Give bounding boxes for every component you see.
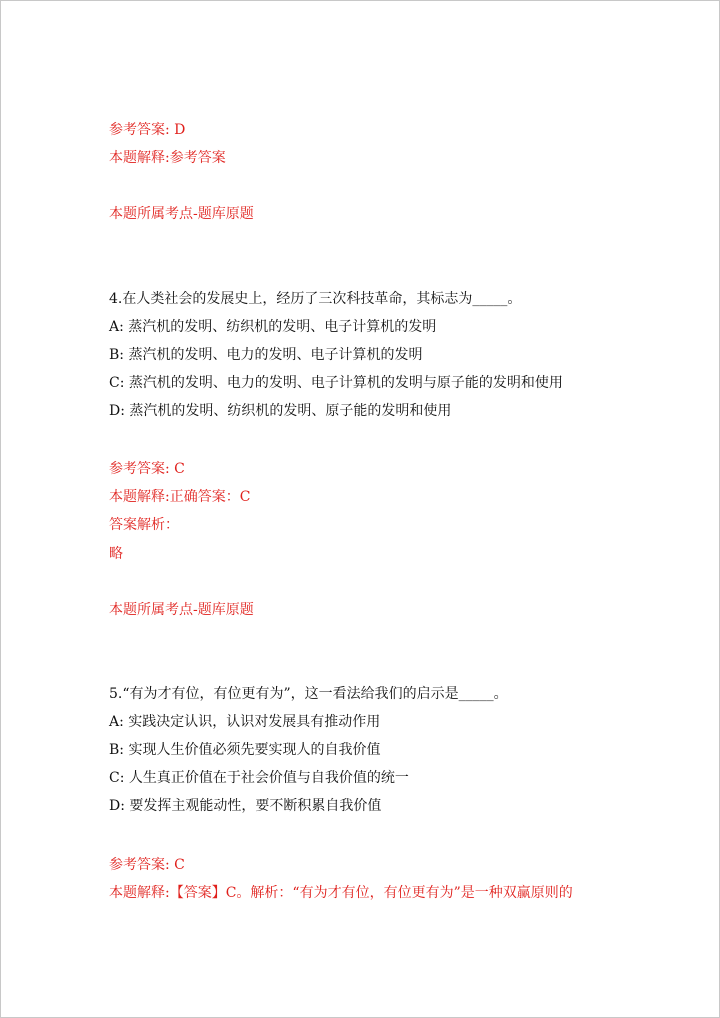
q4-analysis-label: 答案解析：: [109, 517, 179, 533]
q5-option-b: B: 实现人生价值必须先要实现人的自我价值: [109, 742, 381, 758]
q4-question: 4.在人类社会的发展史上，经历了三次科技革命，其标志为_____。: [109, 291, 522, 307]
q5-option-a: A: 实践决定认识，认识对发展具有推动作用: [109, 714, 381, 730]
q5-question: 5.“有为才有位，有位更有为”，这一看法给我们的启示是_____。: [109, 686, 508, 702]
q5-option-d: D: 要发挥主观能动性，要不断积累自我价值: [109, 798, 382, 814]
q3-answer: 参考答案: D: [109, 122, 186, 138]
q4-explanation: 本题解释:正确答案：C: [109, 489, 251, 505]
q3-topic: 本题所属考点-题库原题: [109, 206, 254, 222]
q4-option-c: C: 蒸汽机的发明、电力的发明、电子计算机的发明与原子能的发明和使用: [109, 375, 563, 391]
q5-explanation: 本题解释:【答案】C。解析：“有为才有位，有位更有为”是一种双赢原则的: [109, 885, 573, 901]
q4-option-b: B: 蒸汽机的发明、电力的发明、电子计算机的发明: [109, 347, 423, 363]
q4-option-a: A: 蒸汽机的发明、纺织机的发明、电子计算机的发明: [109, 319, 437, 335]
q4-analysis: 略: [109, 546, 123, 562]
q4-answer: 参考答案: C: [109, 461, 185, 477]
q5-answer: 参考答案: C: [109, 857, 185, 873]
q3-explanation: 本题解释:参考答案: [109, 150, 226, 166]
q4-topic: 本题所属考点-题库原题: [109, 602, 254, 618]
q4-option-d: D: 蒸汽机的发明、纺织机的发明、原子能的发明和使用: [109, 403, 452, 419]
q5-option-c: C: 人生真正价值在于社会价值与自我价值的统一: [109, 770, 409, 786]
